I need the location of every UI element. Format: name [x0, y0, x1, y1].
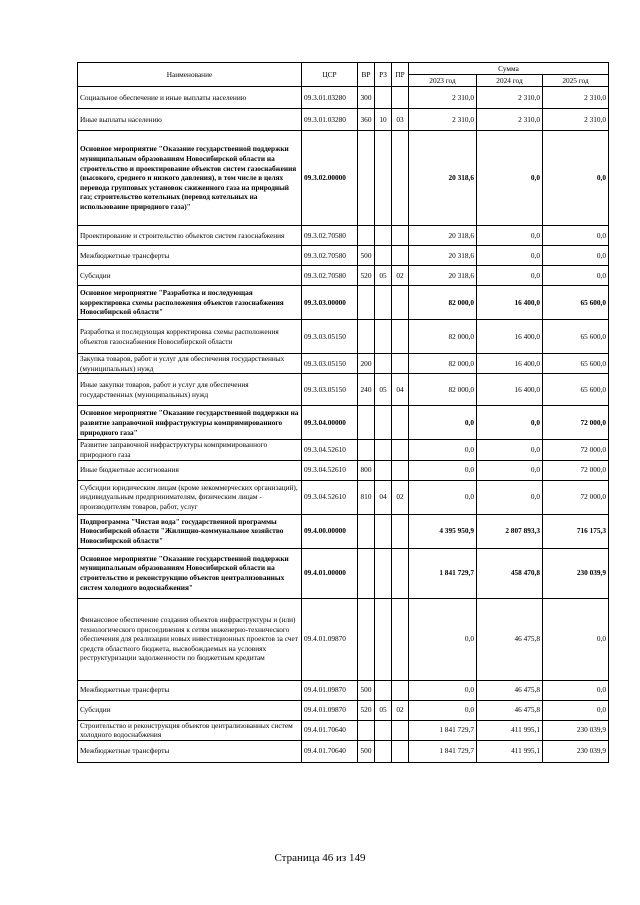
row-name: Иные бюджетные ассигнования: [78, 460, 302, 480]
row-value-2023: 82 000,0: [409, 320, 477, 354]
row-vr: 300: [358, 87, 375, 109]
row-value-2025: 0,0: [543, 246, 609, 266]
row-value-2023: 2 310,0: [409, 87, 477, 109]
row-vr: 520: [358, 700, 375, 720]
row-value-2023: 0,0: [409, 440, 477, 460]
row-value-2023: 82 000,0: [409, 286, 477, 320]
table-row: [78, 514, 609, 548]
row-name: Основное мероприятие "Оказание государственной поддержки на развитие заправочной инфраструктуры компримированного природного газа": [78, 406, 302, 440]
row-name: Субсидии: [78, 700, 302, 720]
row-value-2025: 65 600,0: [543, 374, 609, 406]
table-row: [78, 374, 609, 406]
row-name: Разработка и последующая корректировка схемы расположения объектов газоснабжения Новосибирской области: [78, 320, 302, 354]
row-pr: 02: [392, 266, 409, 286]
table-row: [78, 740, 609, 762]
row-value-2025: 72 000,0: [543, 480, 609, 514]
row-csr: 09.3.03.05150: [302, 354, 358, 374]
row-value-2025: 230 039,9: [543, 548, 609, 598]
row-value-2023: 20 318,6: [409, 266, 477, 286]
row-rz: [375, 598, 392, 680]
row-rz: [375, 740, 392, 762]
row-csr: 09.4.01.09870: [302, 700, 358, 720]
row-value-2025: 0,0: [543, 131, 609, 226]
row-name: Субсидии юридическим лицам (кроме некоммерческих организаций), индивидуальным предпринимателям, физическим лицам - производителям товаров, работ, услуг: [78, 480, 302, 514]
row-csr: 09.3.01.03280: [302, 87, 358, 109]
row-csr: 09.4.01.70640: [302, 740, 358, 762]
header-vr: ВР: [358, 63, 375, 87]
row-vr: [358, 720, 375, 740]
row-value-2023: 1 841 729,7: [409, 740, 477, 762]
row-value-2024: 16 400,0: [477, 320, 543, 354]
page-footer: Страница 46 из 149: [274, 852, 366, 864]
row-name: Иные выплаты населению: [78, 109, 302, 131]
header-name: Наименование: [78, 63, 302, 87]
row-vr: 200: [358, 354, 375, 374]
row-value-2025: 2 310,0: [543, 109, 609, 131]
table-row: [78, 226, 609, 246]
header-year-2024: 2024 год: [477, 75, 543, 87]
row-value-2023: 2 310,0: [409, 109, 477, 131]
row-value-2024: 16 400,0: [477, 354, 543, 374]
table-row: [78, 460, 609, 480]
row-value-2024: 0,0: [477, 246, 543, 266]
row-rz: 05: [375, 374, 392, 406]
row-csr: 09.3.03.00000: [302, 286, 358, 320]
budget-table: [77, 62, 609, 763]
row-csr: 09.3.04.00000: [302, 406, 358, 440]
row-name: Строительство и реконструкция объектов централизованных систем холодного водоснабжения: [78, 720, 302, 740]
row-vr: 500: [358, 740, 375, 762]
table-row: [78, 320, 609, 354]
row-pr: 02: [392, 480, 409, 514]
row-value-2024: 46 475,8: [477, 700, 543, 720]
row-pr: [392, 87, 409, 109]
row-name: Межбюджетные трансферты: [78, 680, 302, 700]
row-value-2025: 0,0: [543, 700, 609, 720]
row-rz: [375, 440, 392, 460]
row-value-2023: 4 395 950,9: [409, 514, 477, 548]
row-csr: 09.4.01.09870: [302, 598, 358, 680]
row-name: Проектирование и строительство объектов систем газоснабжения: [78, 226, 302, 246]
row-vr: 500: [358, 680, 375, 700]
row-csr: 09.3.03.05150: [302, 374, 358, 406]
row-value-2023: 0,0: [409, 406, 477, 440]
row-vr: 360: [358, 109, 375, 131]
row-name: Основное мероприятие "Оказание государственной поддержки муниципальным образованиям Новосибирской области на строительство и реконструкцию объектов централизованных систем холодного водоснабжения": [78, 548, 302, 598]
row-pr: [392, 680, 409, 700]
row-rz: [375, 354, 392, 374]
row-value-2025: 65 600,0: [543, 320, 609, 354]
row-pr: 03: [392, 109, 409, 131]
table-row: [78, 131, 609, 226]
table-row: [78, 700, 609, 720]
table-row: [78, 548, 609, 598]
row-value-2023: 0,0: [409, 480, 477, 514]
row-value-2025: 2 310,0: [543, 87, 609, 109]
row-value-2023: 0,0: [409, 700, 477, 720]
row-value-2023: 0,0: [409, 598, 477, 680]
row-pr: [392, 286, 409, 320]
row-name: Межбюджетные трансферты: [78, 246, 302, 266]
row-rz: [375, 720, 392, 740]
row-csr: 09.4.01.00000: [302, 548, 358, 598]
row-vr: [358, 598, 375, 680]
row-rz: [375, 226, 392, 246]
row-value-2024: 2 807 893,3: [477, 514, 543, 548]
row-value-2025: 0,0: [543, 598, 609, 680]
table-row: [78, 440, 609, 460]
row-value-2024: 2 310,0: [477, 87, 543, 109]
row-name: Межбюджетные трансферты: [78, 740, 302, 762]
row-vr: 800: [358, 460, 375, 480]
row-vr: [358, 548, 375, 598]
row-value-2025: 72 000,0: [543, 460, 609, 480]
row-pr: [392, 320, 409, 354]
header-sum: Сумма: [409, 63, 609, 75]
row-value-2025: 65 600,0: [543, 354, 609, 374]
row-pr: [392, 548, 409, 598]
row-name: Развитие заправочной инфраструктуры компримированного природного газа: [78, 440, 302, 460]
table-row: [78, 87, 609, 109]
row-value-2024: 0,0: [477, 480, 543, 514]
row-csr: 09.3.01.03280: [302, 109, 358, 131]
row-value-2024: 16 400,0: [477, 286, 543, 320]
row-pr: [392, 440, 409, 460]
row-name: Иные закупки товаров, работ и услуг для обеспечения государственных (муниципальных) нужд: [78, 374, 302, 406]
row-value-2023: 82 000,0: [409, 374, 477, 406]
row-rz: [375, 406, 392, 440]
row-vr: 500: [358, 246, 375, 266]
row-pr: [392, 514, 409, 548]
row-pr: [392, 226, 409, 246]
row-value-2024: 2 310,0: [477, 109, 543, 131]
table-row: [78, 406, 609, 440]
row-value-2023: 20 318,6: [409, 246, 477, 266]
row-vr: [358, 131, 375, 226]
row-value-2025: 0,0: [543, 680, 609, 700]
row-csr: 09.3.02.00000: [302, 131, 358, 226]
row-value-2024: 0,0: [477, 226, 543, 246]
header-year-2023: 2023 год: [409, 75, 477, 87]
row-pr: [392, 460, 409, 480]
table-row: [78, 246, 609, 266]
row-value-2025: 230 039,9: [543, 720, 609, 740]
row-csr: 09.4.01.70640: [302, 720, 358, 740]
row-name: Основное мероприятие "Разработка и последующая корректировка схемы расположения объектов газоснабжения Новосибирской области": [78, 286, 302, 320]
row-value-2025: 230 039,9: [543, 740, 609, 762]
table-row: [78, 109, 609, 131]
row-csr: 09.3.04.52610: [302, 440, 358, 460]
row-csr: 09.3.03.05150: [302, 320, 358, 354]
row-value-2024: 458 470,8: [477, 548, 543, 598]
row-rz: [375, 320, 392, 354]
row-pr: 02: [392, 700, 409, 720]
row-value-2024: 411 995,1: [477, 740, 543, 762]
header-rz: РЗ: [375, 63, 392, 87]
row-name: Финансовое обеспечение создания объектов инфраструктуры и (или) технологического присоединения к сетям инженерно-технического обеспечения для реализации новых инвестиционных проектов за счет средств областного бюджета, высвобождаемых на условиях реструктуризации задолженности по бюджетным кредитам: [78, 598, 302, 680]
header-pr: ПР: [392, 63, 409, 87]
row-value-2025: 72 000,0: [543, 440, 609, 460]
row-value-2024: 411 995,1: [477, 720, 543, 740]
row-value-2024: 0,0: [477, 406, 543, 440]
row-value-2025: 72 000,0: [543, 406, 609, 440]
header-year-2025: 2025 год: [543, 75, 609, 87]
row-rz: 05: [375, 700, 392, 720]
table-row: [78, 266, 609, 286]
table-row: [78, 720, 609, 740]
row-rz: [375, 131, 392, 226]
table-row: [78, 480, 609, 514]
row-value-2024: 0,0: [477, 131, 543, 226]
row-value-2023: 0,0: [409, 680, 477, 700]
row-vr: 240: [358, 374, 375, 406]
row-pr: [392, 131, 409, 226]
table-row: [78, 598, 609, 680]
row-name: Субсидии: [78, 266, 302, 286]
row-rz: [375, 246, 392, 266]
row-value-2024: 0,0: [477, 440, 543, 460]
row-pr: 04: [392, 374, 409, 406]
table-row: [78, 680, 609, 700]
row-pr: [392, 598, 409, 680]
row-csr: 09.3.04.52610: [302, 460, 358, 480]
header-csr: ЦСР: [302, 63, 358, 87]
row-rz: [375, 460, 392, 480]
row-value-2023: 20 318,6: [409, 131, 477, 226]
row-vr: [358, 406, 375, 440]
row-value-2023: 1 841 729,7: [409, 720, 477, 740]
row-value-2023: 1 841 729,7: [409, 548, 477, 598]
row-name: Подпрограмма "Чистая вода" государственной программы Новосибирской области "Жилищно-коммунальное хозяйство Новосибирской области": [78, 514, 302, 548]
row-value-2023: 20 318,6: [409, 226, 477, 246]
row-pr: [392, 354, 409, 374]
row-value-2025: 65 600,0: [543, 286, 609, 320]
row-vr: [358, 440, 375, 460]
row-rz: 05: [375, 266, 392, 286]
row-vr: 810: [358, 480, 375, 514]
row-value-2024: 46 475,8: [477, 598, 543, 680]
row-value-2023: 82 000,0: [409, 354, 477, 374]
row-value-2023: 0,0: [409, 460, 477, 480]
row-pr: [392, 740, 409, 762]
row-value-2025: 0,0: [543, 266, 609, 286]
row-rz: 10: [375, 109, 392, 131]
row-value-2024: 16 400,0: [477, 374, 543, 406]
row-vr: [358, 226, 375, 246]
row-csr: 09.4.01.09870: [302, 680, 358, 700]
row-name: Основное мероприятие "Оказание государственной поддержки муниципальным образованиям Новосибирской области на строительство и проектирование объектов систем газоснабжения (высокого, среднего и низкого давления), в том числе в целях перевода групповых установок сжиженного газа на природный газ; строительство котельных (перевод котельных на использование природного газа)": [78, 131, 302, 226]
row-csr: 09.3.02.70580: [302, 266, 358, 286]
row-vr: 520: [358, 266, 375, 286]
row-name: Социальное обеспечение и иные выплаты населению: [78, 87, 302, 109]
row-rz: [375, 87, 392, 109]
row-value-2024: 0,0: [477, 460, 543, 480]
row-rz: 04: [375, 480, 392, 514]
row-name: Закупка товаров, работ и услуг для обеспечения государственных (муниципальных) нужд: [78, 354, 302, 374]
row-value-2024: 46 475,8: [477, 680, 543, 700]
row-csr: 09.3.02.70580: [302, 226, 358, 246]
row-vr: [358, 286, 375, 320]
row-value-2025: 716 175,3: [543, 514, 609, 548]
row-vr: [358, 320, 375, 354]
row-rz: [375, 514, 392, 548]
row-csr: 09.3.04.52610: [302, 480, 358, 514]
row-pr: [392, 720, 409, 740]
row-rz: [375, 286, 392, 320]
table-body: [78, 87, 609, 763]
row-value-2024: 0,0: [477, 266, 543, 286]
row-csr: 09.3.02.70580: [302, 246, 358, 266]
row-pr: [392, 406, 409, 440]
row-rz: [375, 548, 392, 598]
row-value-2025: 0,0: [543, 226, 609, 246]
row-csr: 09.4.00.00000: [302, 514, 358, 548]
row-rz: [375, 680, 392, 700]
table-row: [78, 286, 609, 320]
row-vr: [358, 514, 375, 548]
table-row: [78, 354, 609, 374]
row-pr: [392, 246, 409, 266]
